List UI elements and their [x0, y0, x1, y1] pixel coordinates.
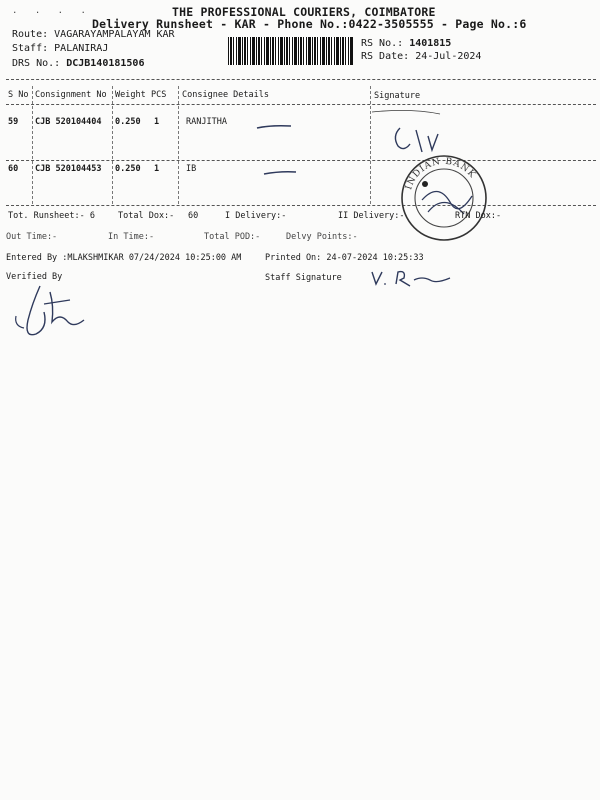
staff-value: PALANIRAJ — [54, 43, 109, 54]
row-pcs: 1 — [154, 117, 160, 127]
row-consignee: IB — [186, 164, 197, 174]
col-header-consignment: Consignment No — [35, 90, 107, 100]
barcode-image — [228, 37, 353, 65]
row-consignee: RANJITHA — [186, 117, 227, 127]
printed-on: Printed On: 24-07-2024 10:25:33 — [265, 253, 424, 263]
row-rule — [6, 160, 596, 161]
verifier-signature — [10, 282, 90, 344]
total-pod-label: Total POD:- — [204, 232, 261, 242]
out-time-label: Out Time:- — [6, 232, 58, 242]
table-header-rule — [6, 104, 596, 105]
row-weight: 0.250 — [115, 117, 141, 127]
route-value: VAGARAYAMPALAYAM KAR — [54, 29, 175, 40]
verified-by-label: Verified By — [6, 272, 63, 282]
route-label: Route: — [12, 29, 49, 40]
rs-no-label: RS No.: — [361, 38, 404, 49]
table-bottom-rule — [6, 205, 596, 206]
row-consignment: CJB 520104404 — [35, 117, 102, 127]
col-header-sno: S No — [8, 90, 29, 100]
bank-stamp — [398, 152, 490, 244]
drs-value: DCJB140181506 — [66, 58, 145, 69]
tick-mark — [262, 169, 302, 179]
row-weight: 0.250 — [115, 164, 141, 174]
tick-mark — [255, 122, 295, 132]
col-header-signature: Signature — [374, 91, 421, 101]
svg-text:INDIAN BANK: INDIAN BANK — [404, 156, 478, 191]
row-sno: 59 — [8, 117, 19, 127]
col-header-pcs: PCS — [151, 90, 167, 100]
rs-no-row — [361, 38, 451, 49]
drs-label: DRS No.: — [12, 58, 61, 69]
scan-dots: . . . . — [12, 6, 92, 16]
col-divider — [32, 86, 33, 204]
col-header-weight: Weight — [115, 90, 146, 100]
entered-by: Entered By :MLAKSHMIKAR 07/24/2024 10:25:00 AM — [6, 253, 242, 263]
runsheet-subtitle: Delivery Runsheet - KAR - Phone No.:0422-3505555 - Page No.:6 — [92, 17, 527, 31]
rs-date-row — [361, 51, 481, 62]
row-sno: 60 — [8, 164, 19, 174]
row-pcs: 1 — [154, 164, 160, 174]
in-time-label: In Time:- — [108, 232, 155, 242]
company-title: THE PROFESSIONAL COURIERS, COIMBATORE — [172, 5, 436, 19]
col-divider — [178, 86, 179, 204]
header-rule — [6, 79, 596, 80]
i-delivery-label: I Delivery:- — [225, 211, 287, 221]
drs-row — [12, 58, 144, 69]
rs-date-value: 24-Jul-2024 — [415, 51, 482, 62]
total-dox-label: Total Dox:- — [118, 211, 175, 221]
rtn-dox-label: RTN Dox:- — [455, 211, 502, 221]
staff-handwritten-signature — [370, 266, 460, 290]
rs-no-value: 1401815 — [409, 38, 452, 49]
rs-date-label: RS Date: — [361, 51, 410, 62]
staff-signature-label: Staff Signature — [265, 273, 342, 283]
row-consignment: CJB 520104453 — [35, 164, 102, 174]
route-row — [12, 29, 175, 40]
tot-runsheet: Tot. Runsheet:- 6 — [8, 211, 95, 221]
staff-label: Staff: — [12, 43, 49, 54]
col-divider — [112, 86, 113, 204]
col-header-consignee: Consignee Details — [182, 90, 269, 100]
delvy-points-label: Delvy Points:- — [286, 232, 358, 242]
ii-delivery-label: II Delivery:- — [338, 211, 405, 221]
total-dox-value: 60 — [188, 211, 199, 221]
staff-row — [12, 43, 108, 54]
